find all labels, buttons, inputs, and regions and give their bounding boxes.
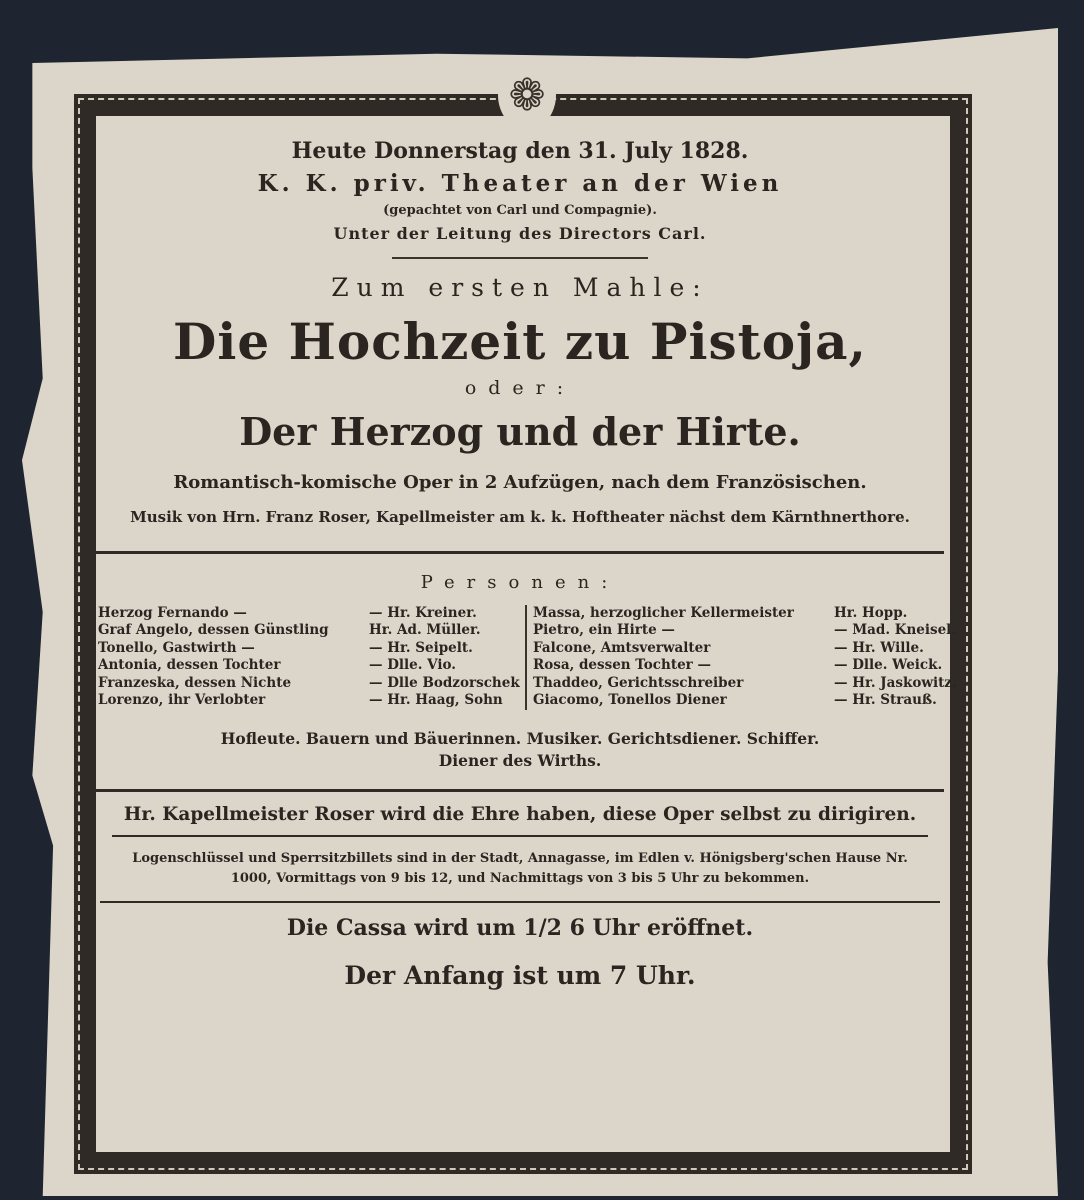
cast-actor: — Hr. Strauß. bbox=[834, 692, 937, 709]
start-time: Der Anfang ist um 7 Uhr. bbox=[344, 960, 696, 990]
cast-role: Giacomo, Tonellos Diener bbox=[533, 692, 727, 709]
cast-role: Graf Angelo, dessen Günstling bbox=[98, 622, 329, 639]
cast-role: Herzog Fernando — bbox=[98, 604, 247, 621]
cast-role: Rosa, dessen Tochter — bbox=[533, 657, 711, 674]
cast-column-left bbox=[98, 605, 527, 710]
cast-role: Pietro, ein Hirte — bbox=[533, 622, 675, 639]
cast-actor: — Hr. Wille. bbox=[834, 639, 924, 656]
play-title: Die Hochzeit zu Pistoja, bbox=[173, 312, 867, 371]
chorus-list bbox=[100, 728, 940, 773]
music-credit: Musik von Hrn. Franz Roser, Kapellmeister am k. k. Hoftheater nächst dem Kärnthnerthore. bbox=[130, 508, 910, 526]
cast-actor: — Hr. Seipelt. bbox=[369, 639, 473, 656]
cast-row bbox=[98, 692, 519, 710]
cast-row bbox=[533, 640, 954, 658]
chorus-line: Hofleute. Bauern und Bäuerinnen. Musiker. Gerichtsdiener. Schiffer. bbox=[220, 728, 820, 748]
theatre-name: K. K. priv. Theater an der Wien bbox=[257, 170, 783, 197]
divider bbox=[112, 835, 928, 837]
cast-row bbox=[98, 605, 519, 623]
cast-actor: — Dlle Bodzorschek bbox=[369, 674, 520, 691]
playbill-content bbox=[98, 138, 957, 990]
cast-actor: — Dlle. Weick. bbox=[834, 657, 943, 674]
imperial-eagle-icon: ❁ bbox=[498, 60, 556, 130]
cast-row bbox=[533, 692, 954, 710]
cast-role: Antonia, dessen Tochter bbox=[98, 657, 281, 674]
cast-role: Thaddeo, Gerichtsschreiber bbox=[533, 674, 744, 691]
cast-row bbox=[98, 675, 519, 693]
divider bbox=[100, 901, 940, 903]
cast-actor: — Mad. Kneisel. bbox=[834, 622, 957, 639]
divider bbox=[96, 551, 944, 554]
premiere-line: Zum ersten Mahle: bbox=[331, 273, 709, 302]
direction-line: Unter der Leitung des Directors Carl. bbox=[333, 224, 707, 243]
cast-actor: Hr. Ad. Müller. bbox=[369, 622, 481, 639]
cast-role: Falcone, Amtsverwalter bbox=[533, 639, 711, 656]
cast-row bbox=[533, 657, 954, 675]
cast-column-right bbox=[527, 604, 957, 710]
cast-role: Tonello, Gastwirth — bbox=[98, 639, 255, 656]
chorus-line: Diener des Wirths. bbox=[438, 751, 602, 771]
cast-list bbox=[98, 604, 957, 710]
genre-line: Romantisch-komische Oper in 2 Aufzügen, nach dem Französischen. bbox=[173, 472, 867, 493]
play-subtitle: Der Herzog und der Hirte. bbox=[239, 409, 801, 454]
cast-actor: Hr. Hopp. bbox=[834, 604, 908, 621]
date-line: Heute Donnerstag den 31. July 1828. bbox=[291, 138, 749, 164]
cast-row bbox=[98, 657, 519, 675]
cast-row bbox=[533, 674, 957, 693]
box-office-opening: Die Cassa wird um 1/2 6 Uhr eröffnet. bbox=[286, 914, 754, 941]
cast-actor: — Hr. Kreiner. bbox=[369, 604, 477, 621]
cast-role: Franzeska, dessen Nichte bbox=[98, 674, 292, 691]
cast-row bbox=[533, 622, 957, 640]
cast-role: Lorenzo, ihr Verlobter bbox=[98, 692, 266, 709]
cast-row bbox=[98, 622, 519, 640]
divider bbox=[96, 789, 944, 792]
divider bbox=[392, 257, 648, 259]
cast-actor: — Hr. Jaskowitz. bbox=[834, 674, 957, 691]
cast-row bbox=[533, 605, 954, 623]
cast-role: Massa, herzoglicher Kellermeister bbox=[533, 604, 794, 621]
cast-actor: — Dlle. Vio. bbox=[369, 657, 456, 674]
lease-line: (gepachtet von Carl und Compagnie). bbox=[383, 203, 657, 218]
oder-line: oder: bbox=[464, 377, 576, 399]
cast-heading: Personen: bbox=[420, 571, 620, 593]
conductor-notice: Hr. Kapellmeister Roser wird die Ehre haben, diese Oper selbst zu dirigiren. bbox=[123, 803, 917, 825]
ticket-info: Logenschlüssel und Sperrsitzbillets sind in der Stadt, Annagasse, im Edlen v. Hönigsberg'schen Hause Nr. 1000, Vormittags von 9 bis 12, und Nachmittags von 3 bis 5 Uhr zu bekommen. bbox=[132, 850, 908, 886]
cast-row bbox=[98, 640, 519, 658]
cast-actor: — Hr. Haag, Sohn bbox=[369, 692, 503, 709]
